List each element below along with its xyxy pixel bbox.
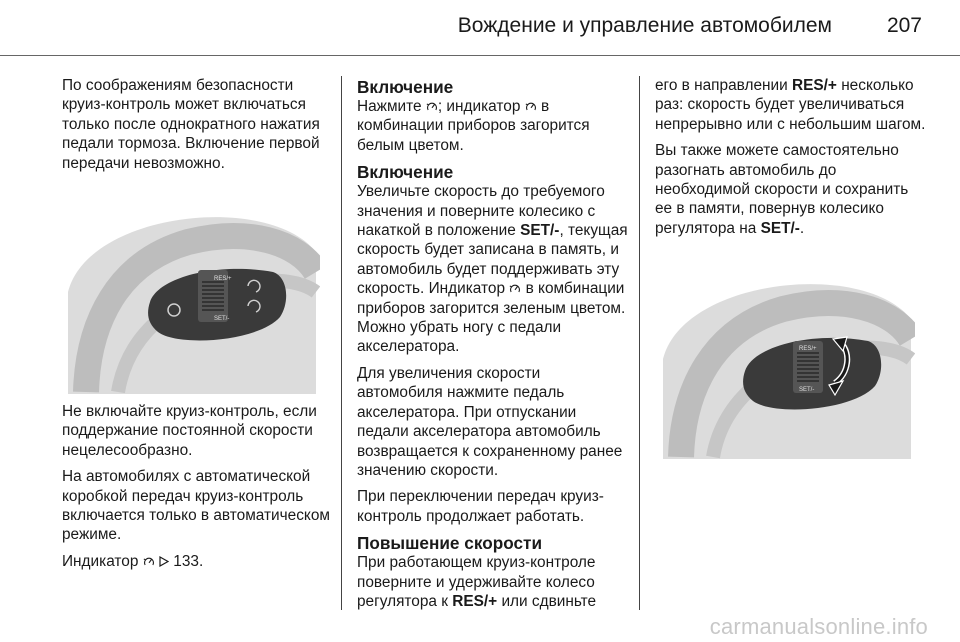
section-heading-activation: Включение [357, 77, 454, 97]
column-1 [62, 76, 330, 578]
page-header-title: Вождение и управление автомобилем [457, 14, 832, 37]
engage-paragraph: Увеличьте скорость до требуемого значения и поверните колесико с накаткой в положение SET/-, текущая скорость будет записана в память, и автомобиль будет поддерживать эту скорость. Индикатор в комбинации приборов загорится зеленым цветом. Можно убрать ногу с педали акселератора. [357, 183, 628, 356]
fig1-set-label: SET/- [214, 316, 230, 323]
safety-paragraph: По соображениям безопасности круиз-контроль может включаться только после однократного нажатия педали тормоза. Включение первой передачи невозможно. [62, 77, 320, 172]
page-reference-arrow-icon [159, 556, 169, 567]
column-divider-1 [341, 76, 342, 610]
section-heading-increase-speed: Повышение скорости [357, 533, 543, 554]
header-divider [0, 55, 960, 56]
cruise-button-icon [426, 100, 438, 113]
fig1-res-label: RES/+ [214, 276, 232, 283]
steering-wheel-figure-1 [58, 182, 320, 394]
column-divider-2 [639, 76, 640, 610]
increase-speed-continued: его в направлении RES/+ несколько раз: скорость будет увеличиваться непрерывно или с небольшим шагом. [655, 77, 926, 133]
gear-change-paragraph: При переключении передач круиз-контроль продолжает работать. [357, 488, 604, 525]
column-2 [357, 76, 629, 618]
fig2-set-label: SET/- [799, 387, 815, 394]
fig2-res-label: RES/+ [799, 346, 817, 353]
manual-acceleration-paragraph: Вы также можете самостоятельно разогнать автомобиль до необходимой скорости и сохранить ее в памяти, повернув колесико регулятора на SET/-. [655, 142, 909, 237]
steering-wheel-figure-2 [653, 249, 915, 459]
increase-speed-paragraph: При работающем круиз-контроле поверните и удерживайте колесо регулятора к RES/+ или сдвиньте [357, 554, 597, 610]
indicator-reference: Индикатор 133. [62, 552, 204, 570]
watermark: carmanualsonline.info [709, 614, 928, 639]
page-number: 207 [886, 14, 922, 37]
cruise-control-indicator-icon [143, 555, 155, 568]
acceleration-paragraph: Для увеличения скорости автомобиля нажмите педаль акселератора. При отпускании педали акселератора автомобиль возвращается к сохраненному ранее значению скорости. [357, 364, 623, 479]
warning-paragraph: Не включайте круиз-контроль, если поддержание постоянной скорости нецелесообразно. [62, 403, 317, 459]
automatic-gearbox-paragraph: На автомобилях с автоматической коробкой передач круиз-контроль включается только в автоматическом режиме. [62, 468, 330, 544]
cruise-control-indicator-icon [525, 100, 537, 113]
column-3 [655, 76, 927, 459]
activation-paragraph: Нажмите ; индикатор в комбинации приборов загорится белым цветом. [357, 98, 590, 154]
cruise-control-indicator-icon [509, 282, 521, 295]
section-heading-engage: Включение [357, 162, 454, 183]
